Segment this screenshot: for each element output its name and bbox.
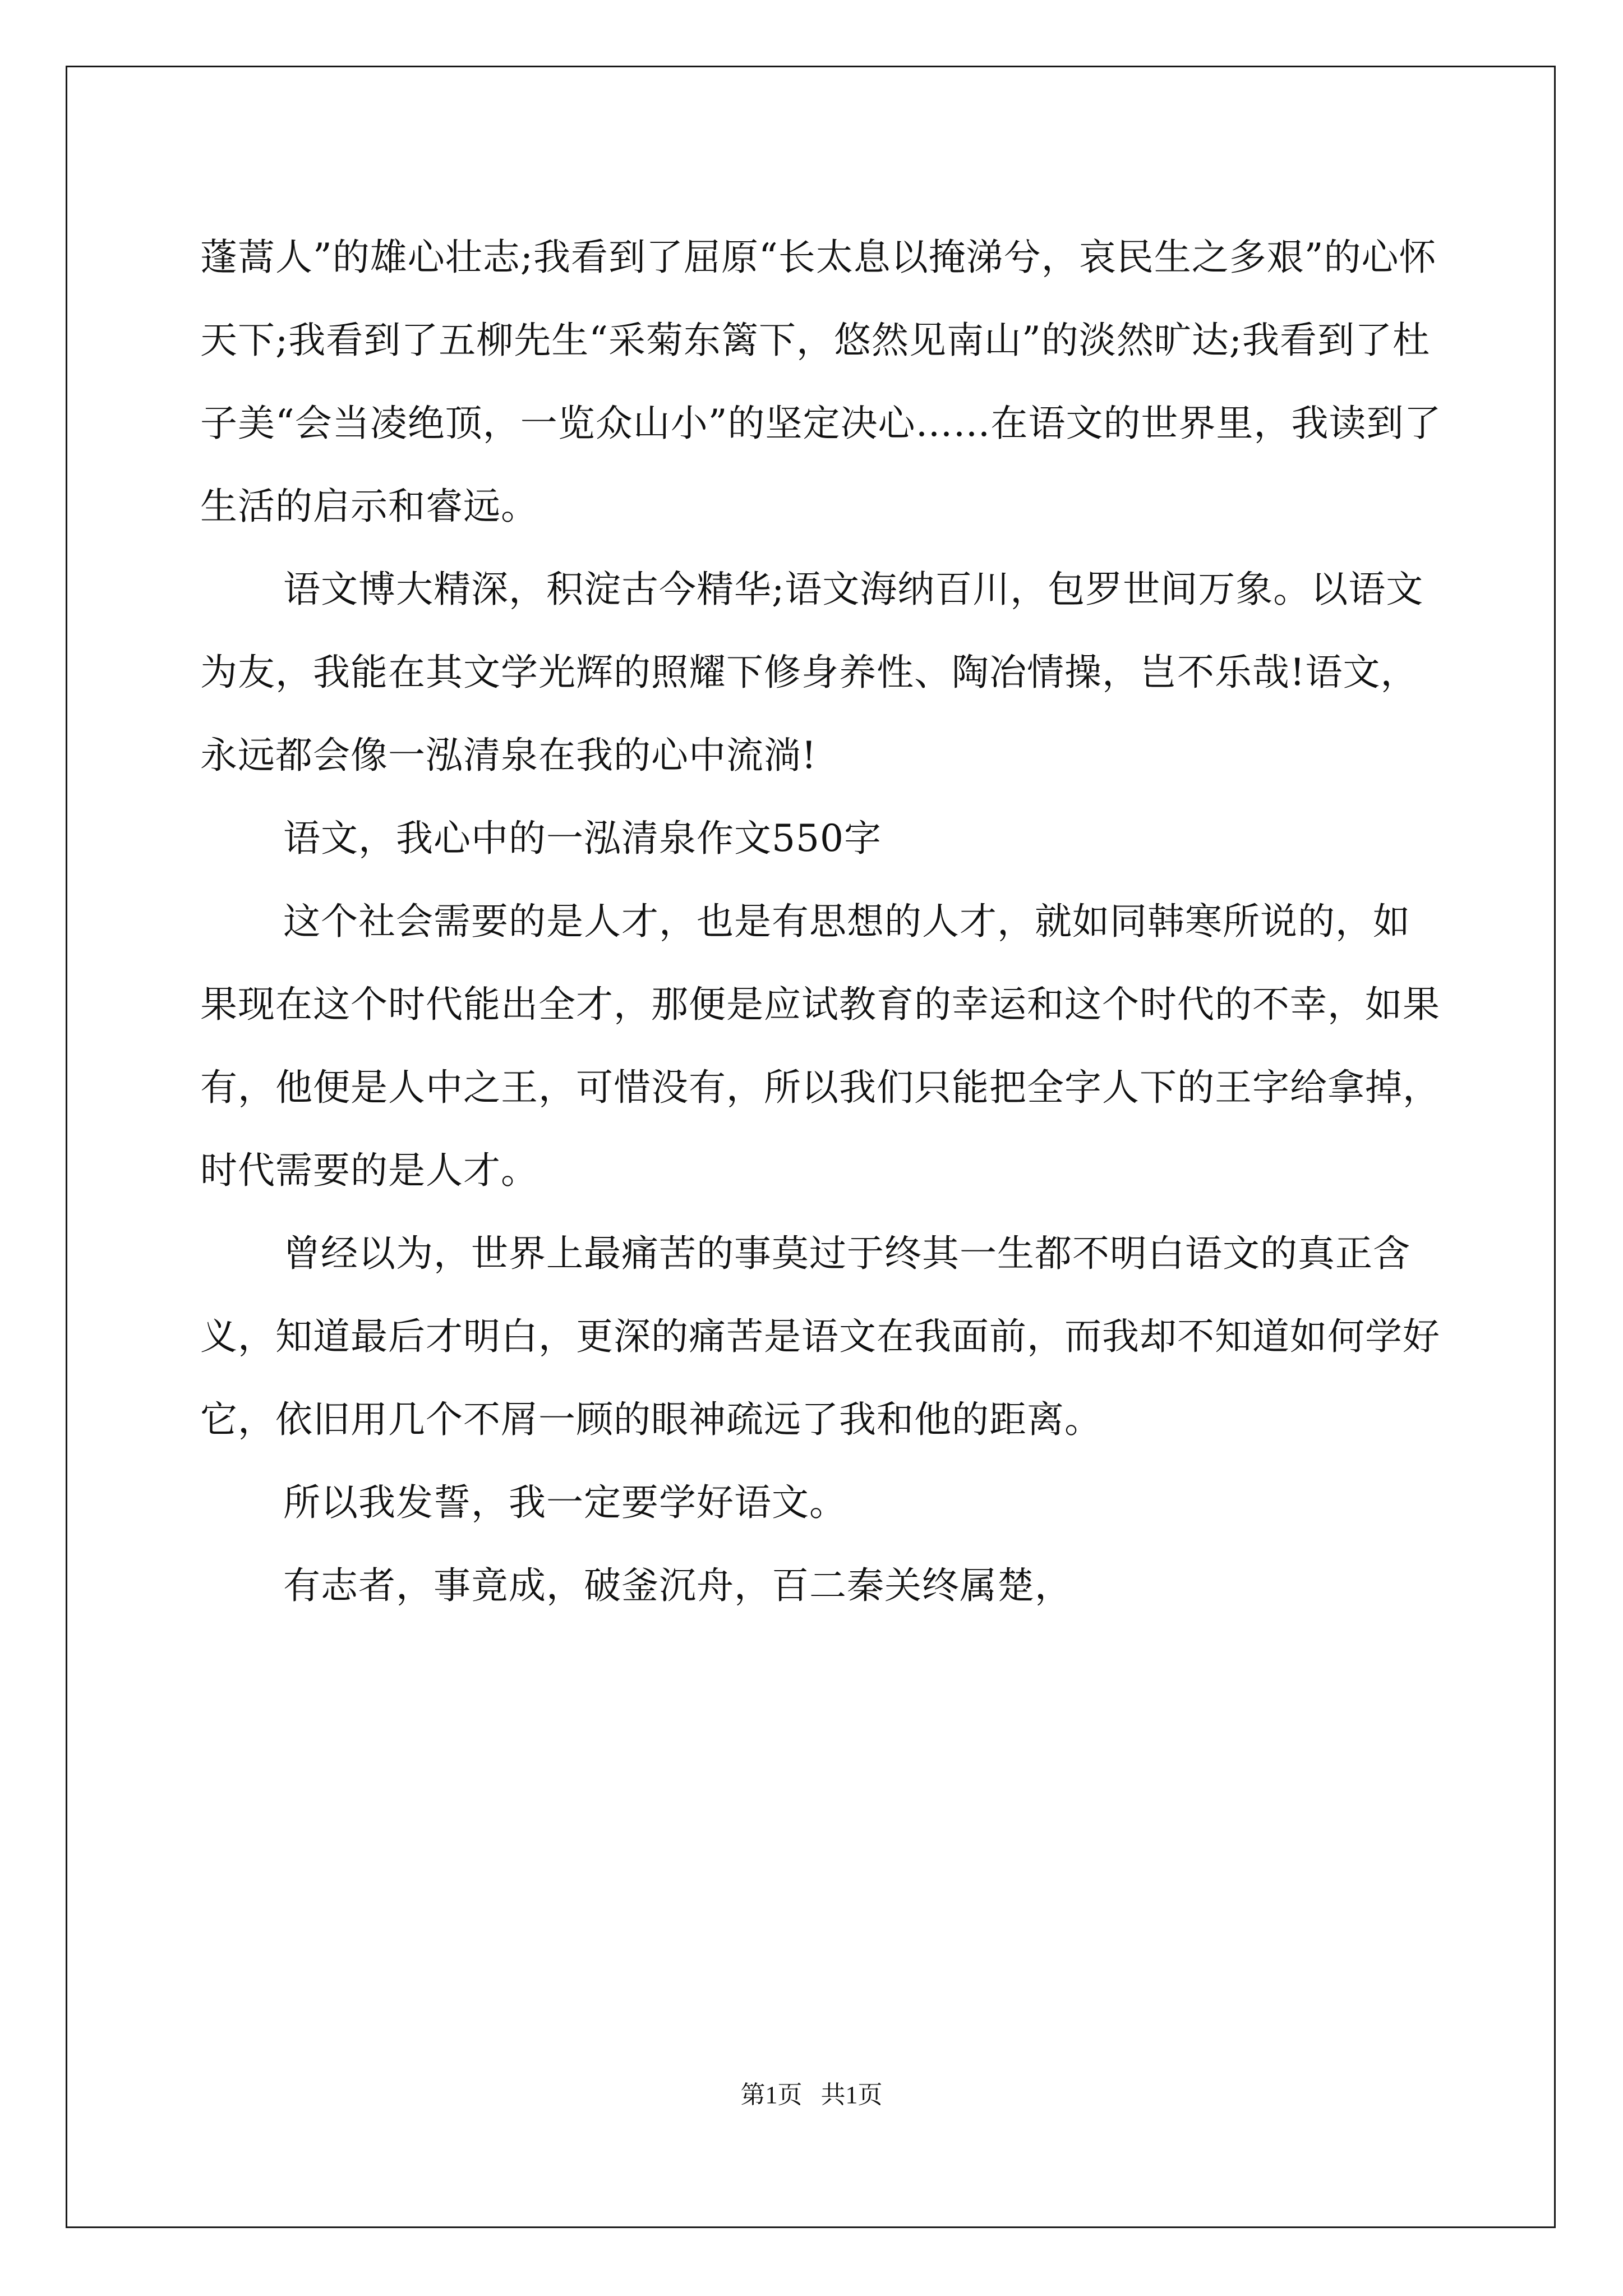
paragraph-3: 这个社会需要的是人才，也是有思想的人才，就如同韩寒所说的，如果现在这个时代能出全才，那便是应试教育的幸运和这个时代的不幸，如果有，他便是人中之王，可惜没有，所以我们只能把全字人下的王字给拿掉，时代需要的是人才。 <box>200 900 1440 1192</box>
page-footer <box>0 2078 1623 2112</box>
paragraph-6: 有志者，事竟成，破釜沉舟，百二秦关终属楚， <box>283 1564 1072 1607</box>
page-total: 共1页 <box>820 2081 883 2109</box>
paragraph-4: 曾经以为，世界上最痛苦的事莫过于终其一生都不明白语文的真正含义，知道最后才明白，更深的痛苦是语文在我面前，而我却不知道如何学好它，依旧用几个不屑一顾的眼神疏远了我和他的距离。 <box>200 1232 1440 1441</box>
footer-separator <box>803 2081 821 2109</box>
paragraph-5: 所以我发誓，我一定要学好语文。 <box>283 1481 847 1524</box>
document-body <box>200 216 1445 1627</box>
paragraph-2: 语文博大精深，积淀古今精华;语文海纳百川，包罗世间万象。以语文为友，我能在其文学光辉的照耀下修身养性、陶冶情操，岂不乐哉!语文，永远都会像一泓清泉在我的心中流淌! <box>200 568 1424 777</box>
page-number: 第1页 <box>740 2081 803 2109</box>
essay-title: 语文，我心中的一泓清泉作文550字 <box>283 817 882 860</box>
paragraph-1: 蓬蒿人”的雄心壮志;我看到了屈原“长太息以掩涕兮，哀民生之多艰”的心怀天下;我看到了五柳先生“采菊东篱下，悠然见南山”的淡然旷达;我看到了杜子美“会当凌绝顶，一览众山小”的坚定决心……在语文的世界里，我读到了生活的启示和睿远。 <box>200 236 1442 528</box>
